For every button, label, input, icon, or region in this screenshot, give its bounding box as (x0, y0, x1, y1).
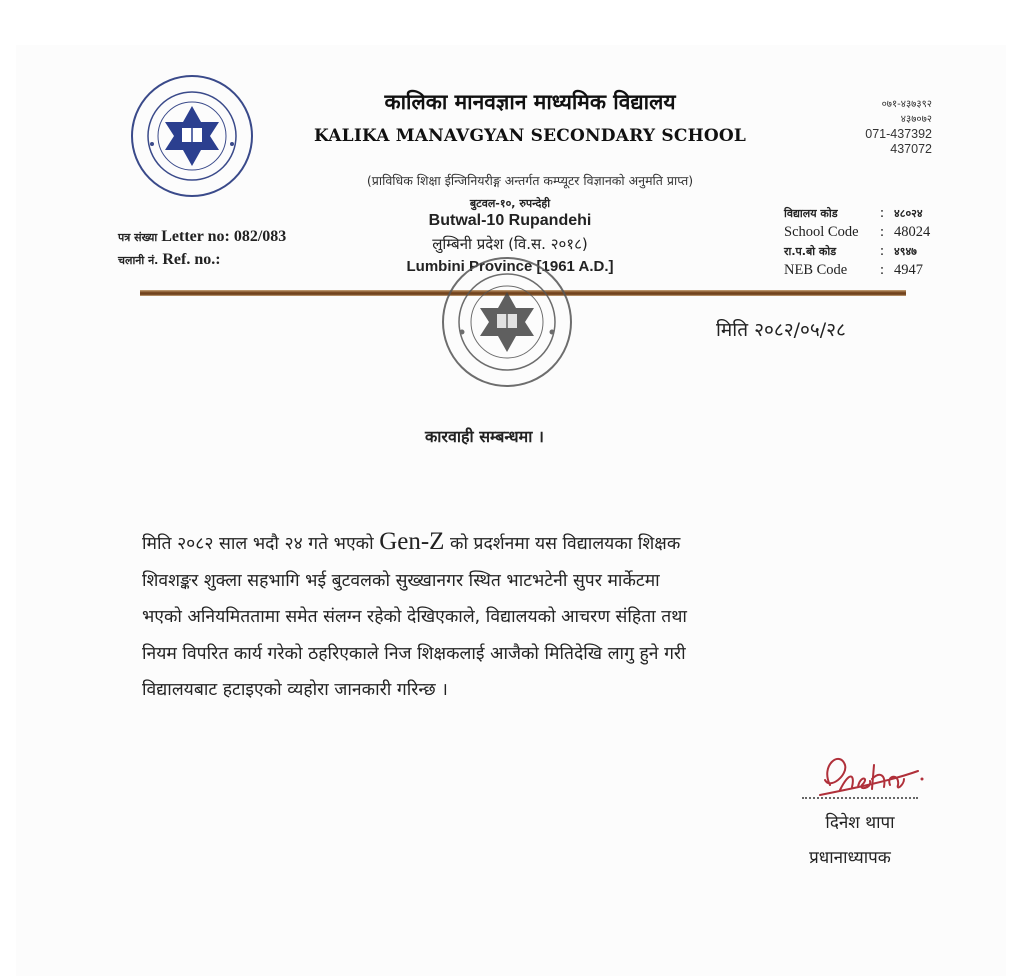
letter-body (142, 524, 902, 709)
body-text-segment: को प्रदर्शनमा यस विद्यालयका शिक्षक (444, 534, 681, 554)
code-colon: : (880, 243, 885, 259)
phone-np-2: ४३७०७२ (900, 114, 932, 125)
phone-np-1: ०७१-४३७३९२ (881, 99, 932, 110)
letter-date: मिति २०८२/०५/२८ (716, 319, 846, 341)
code-label: रा.प.बो कोड (784, 245, 837, 258)
code-row (784, 223, 930, 242)
school-emblem-icon (126, 72, 258, 200)
signatory-name: दिनेश थापा (825, 813, 895, 833)
phone-en-1: 071-437392 (865, 127, 932, 141)
province-nepali: लुम्बिनी प्रदेश (वि.स. २०१८) (432, 235, 588, 253)
school-name-nepali: कालिका मानवज्ञान माध्यमिक विद्यालय (384, 90, 676, 114)
code-value: ४८०२४ (894, 207, 923, 220)
signatory-title: प्रधानाध्यापक (809, 848, 891, 868)
code-label: NEB Code (784, 262, 848, 278)
letter-numbers (118, 226, 286, 272)
code-colon: : (880, 205, 885, 221)
school-stamp-icon (432, 252, 582, 392)
body-line (142, 524, 902, 563)
body-line: नियम विपरित कार्य गरेको ठहरिएकाले निज शिक्षकलाई आजैको मितिदेखि लागु हुने गरी (142, 643, 686, 664)
code-value: 4947 (894, 262, 923, 278)
body-text-segment: मिति २०८२ साल भदौ २४ गते भएको (142, 534, 380, 554)
code-colon: : (880, 262, 885, 278)
school-name-english: KALIKA MANAVGYAN SECONDARY SCHOOL (313, 126, 747, 146)
code-value: 48024 (894, 224, 931, 240)
phone-en-2: 437072 (890, 142, 932, 156)
code-row (784, 242, 930, 261)
body-line: विद्यालयबाट हटाइएको व्यहोरा जानकारी गरिन्छ । (142, 680, 448, 700)
body-text-english: Gen-Z (379, 528, 445, 555)
body-line: शिवशङ्कर शुक्ला सहभागि भई बुटवलको सुख्खानगर स्थित भाटभटेनी सुपर मार्केटमा (142, 570, 660, 591)
ref-no-label-np: चलानी नं. (118, 254, 159, 267)
phone-numbers (820, 97, 932, 157)
school-tagline: (प्राविधिक शिक्षा ईन्जिनियरीङ्ग अन्तर्गत कम्प्यूटर विज्ञानको अनुमति प्राप्त) (366, 173, 694, 188)
code-label: School Code (784, 224, 859, 240)
code-row (784, 204, 930, 223)
ref-no-label-en: Ref. no.: (162, 251, 221, 268)
letter-no-label-en: Letter no: (161, 228, 230, 245)
code-row (784, 261, 930, 280)
letter-no-value: 082/083 (233, 228, 287, 245)
code-colon: : (880, 224, 885, 240)
signature-line (802, 797, 918, 799)
address-nepali: बुटवल-१०, रुपन्देही (469, 197, 551, 210)
letter-no-row (118, 226, 286, 249)
signature-icon (800, 745, 930, 805)
address-english: Butwal-10 Rupandehi (428, 212, 592, 229)
letter-no-label-np: पत्र संख्या (118, 231, 158, 244)
letter-subject: कारवाही सम्बन्धमा । (425, 427, 544, 446)
code-value: ४९४७ (894, 245, 917, 258)
school-codes (784, 204, 930, 280)
ref-no-row (118, 249, 286, 272)
body-line: भएको अनियमिततामा समेत संलग्न रहेको देखिएकाले, विद्यालयको आचरण संहिता तथा (142, 607, 687, 627)
code-label: विद्यालय कोड (784, 207, 838, 220)
province-english: Lumbini Province [1961 A.D.] (406, 258, 614, 275)
